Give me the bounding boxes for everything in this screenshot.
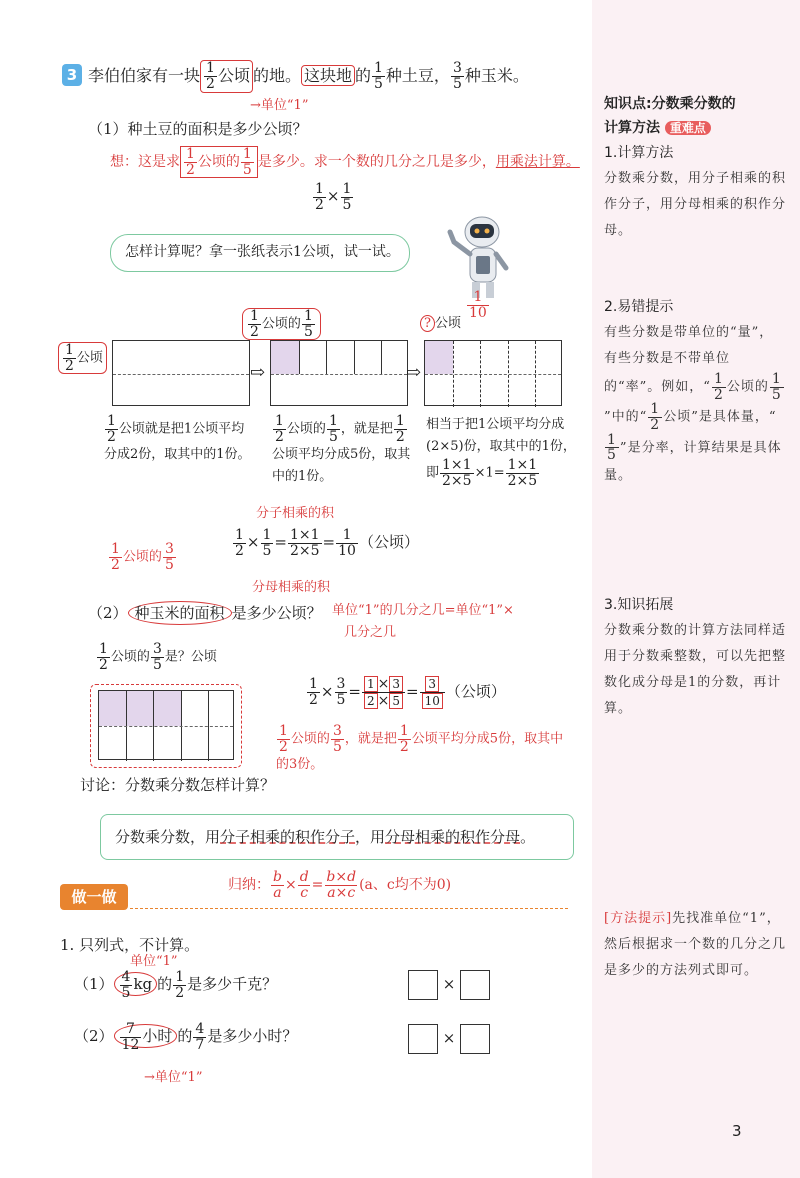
practice-task: 1. 只列式，不计算。 — [60, 936, 200, 954]
sidebar-title: 知识点:分数乘分数的 计算方法 重难点 — [604, 96, 736, 136]
knowledge-sidebar — [592, 0, 800, 1178]
part2-equation: $\frac{1}{2}$ × $\frac{3}{5}$ = $\frac{1 \times 3}{2 \times 5}$ = $\frac{3}{10}$ （公顷） — [309, 676, 506, 709]
calc1-side-note: $\frac{1}{2}$ 公顷的 $\frac{3}{5}$ — [111, 541, 174, 573]
method-tip: [方法提示]先找准单位“1”，然后根据求一个数的几分之几是多少的方法列式即可。 — [604, 911, 787, 978]
sidebar-s3-text: 分数乘分数的计算方法同样适用于分数乘整数，可以先把整数化成分母是1的分数，再计算。 — [604, 623, 787, 716]
discussion-rule: 分数乘分数，用分子相乘的积作分子，用分母相乘的积作分母。 — [100, 814, 574, 860]
practice-q2: （2） $\frac{7}{12}$ 小时 的 $\frac{4}{7}$ 是多少小时？ — [74, 1021, 298, 1053]
q1-answer-slots: × — [408, 970, 490, 1000]
unit-one-annotation: →单位“1” — [250, 98, 309, 113]
hectare-rect-4 — [98, 690, 234, 760]
diagram-desc-1: $\frac{1}{2}$ 公顷就是把1公顷平均分成2份，取其中的1份。 — [104, 413, 251, 463]
part1-expression: $\frac{1}{2}$ × $\frac{1}{5}$ — [315, 181, 352, 213]
diagram-desc-3: 相当于把1公顷平均分成(2×5)份，取其中的1份，即 $\frac{1\times 1}{2\times 5}$ ×1= $\frac{1\times 1}{2\times 5}$ — [426, 417, 576, 489]
part2-explanation: $\frac{1}{2}$ 公顷的 $\frac{3}{5}$ ，就是把 $\frac{1}{2}$ 公顷平均分成5份，取其中的3份。 — [276, 723, 564, 773]
arrow-1: ⇨ — [250, 362, 266, 383]
sidebar-s1-title: 1.计算方法 — [604, 145, 674, 161]
unknown-label: ? 公顷 — [420, 312, 461, 331]
calc1-equation: $\frac{1}{2}$ × $\frac{1}{5}$ = $\frac{1\times 1}{2\times 5}$ = $\frac{1}{10}$ （公顷） — [235, 527, 419, 559]
hectare-rect-3 — [424, 340, 562, 406]
practice-q1: （1） $\frac{4}{5}$ kg 的 $\frac{1}{2}$ 是多少千克？ — [74, 969, 278, 1001]
sidebar-s2-title: 2.易错提示 — [604, 299, 674, 315]
arrow-2: ⇨ — [406, 362, 422, 383]
half-of-fifth-label: $\frac{1}{2}$ 公顷的 $\frac{1}{5}$ — [242, 308, 321, 340]
practice-divider — [130, 908, 568, 909]
answer-fraction-label: $\frac{1}{10}$ — [469, 289, 487, 321]
practice-unit-note-1: 单位“1” — [130, 954, 178, 969]
part1-question: （1）种土豆的面积是多少公顷？ — [88, 120, 308, 138]
q2-answer-slots: × — [408, 1024, 490, 1054]
practice-unit-note-2: →单位“1” — [144, 1070, 203, 1085]
q2-answer-box-2[interactable] — [460, 1024, 490, 1054]
discussion-title: 讨论：分数乘分数怎样计算？ — [80, 776, 276, 794]
q1-answer-box-1[interactable] — [408, 970, 438, 1000]
part1-thinking: 想：这是求 $\frac{1}{2}$ 公顷的 $\frac{1}{5}$ 是多少。求一个数的几分之几是多少，用乘法计算。 — [110, 146, 580, 178]
hectare-rect-2 — [270, 340, 408, 406]
robot-speech-bubble: 怎样计算呢？拿一张纸表示1公顷，试一试。 — [110, 234, 410, 272]
sidebar-s3-title: 3.知识拓展 — [604, 597, 674, 613]
summary-formula: 归纳： $\frac{b}{a}$ × $\frac{d}{c}$ = $\frac{b\times d}{a\times c}$ (a、c均不为0) — [228, 869, 452, 901]
difficulty-badge: 重难点 — [665, 121, 711, 135]
page-number: 3 — [732, 1122, 742, 1140]
problem-number-badge: 3 — [62, 64, 82, 86]
hectare-rect-1 — [112, 340, 250, 406]
part2-question: （2） 种玉米的面积 是多少公顷？ — [88, 600, 322, 626]
diagram-desc-2: $\frac{1}{2}$ 公顷的 $\frac{1}{5}$ ，就是把 $\frac{1}{2}$ 公顷平均分成5份，取其中的1份。 — [272, 413, 411, 485]
part2-label: $\frac{1}{2}$ 公顷的 $\frac{3}{5}$ 是？公顷 — [99, 641, 217, 673]
q1-answer-box-2[interactable] — [460, 970, 490, 1000]
numerator-product-note: 分子相乘的积 — [256, 506, 335, 521]
part2-formula-note: 单位“1”的几分之几=单位“1”× 几分之几 — [332, 603, 514, 640]
problem-stem: 李伯伯家有一块 $\frac{1}{2}$ 公顷 的地。 这块地 的 $\frac{1}{5}$ 种土豆， $\frac{3}{5}$ 种玉米。 — [88, 60, 529, 92]
denominator-product-note: 分母相乘的积 — [252, 580, 331, 595]
q2-answer-box-1[interactable] — [408, 1024, 438, 1054]
half-hectare-label: $\frac{1}{2}$ 公顷 — [58, 342, 107, 374]
sidebar-s2-text: 有些分数是带单位的“量”，有些分数是不带单位的“率”。例如，“ $\frac{1}{2}$ 公顷的 $\frac{1}{5}$ ”中的“ $\frac{1}{2}$ 公顷”是具体量，“ $\frac{1}{5}$ ”是分率，计算结果是具体量。 — [604, 325, 782, 484]
practice-header: 做一做 — [60, 884, 128, 910]
sidebar-s1-text: 分数乘分数，用分子相乘的积作分子，用分母相乘的积作分母。 — [604, 171, 787, 238]
